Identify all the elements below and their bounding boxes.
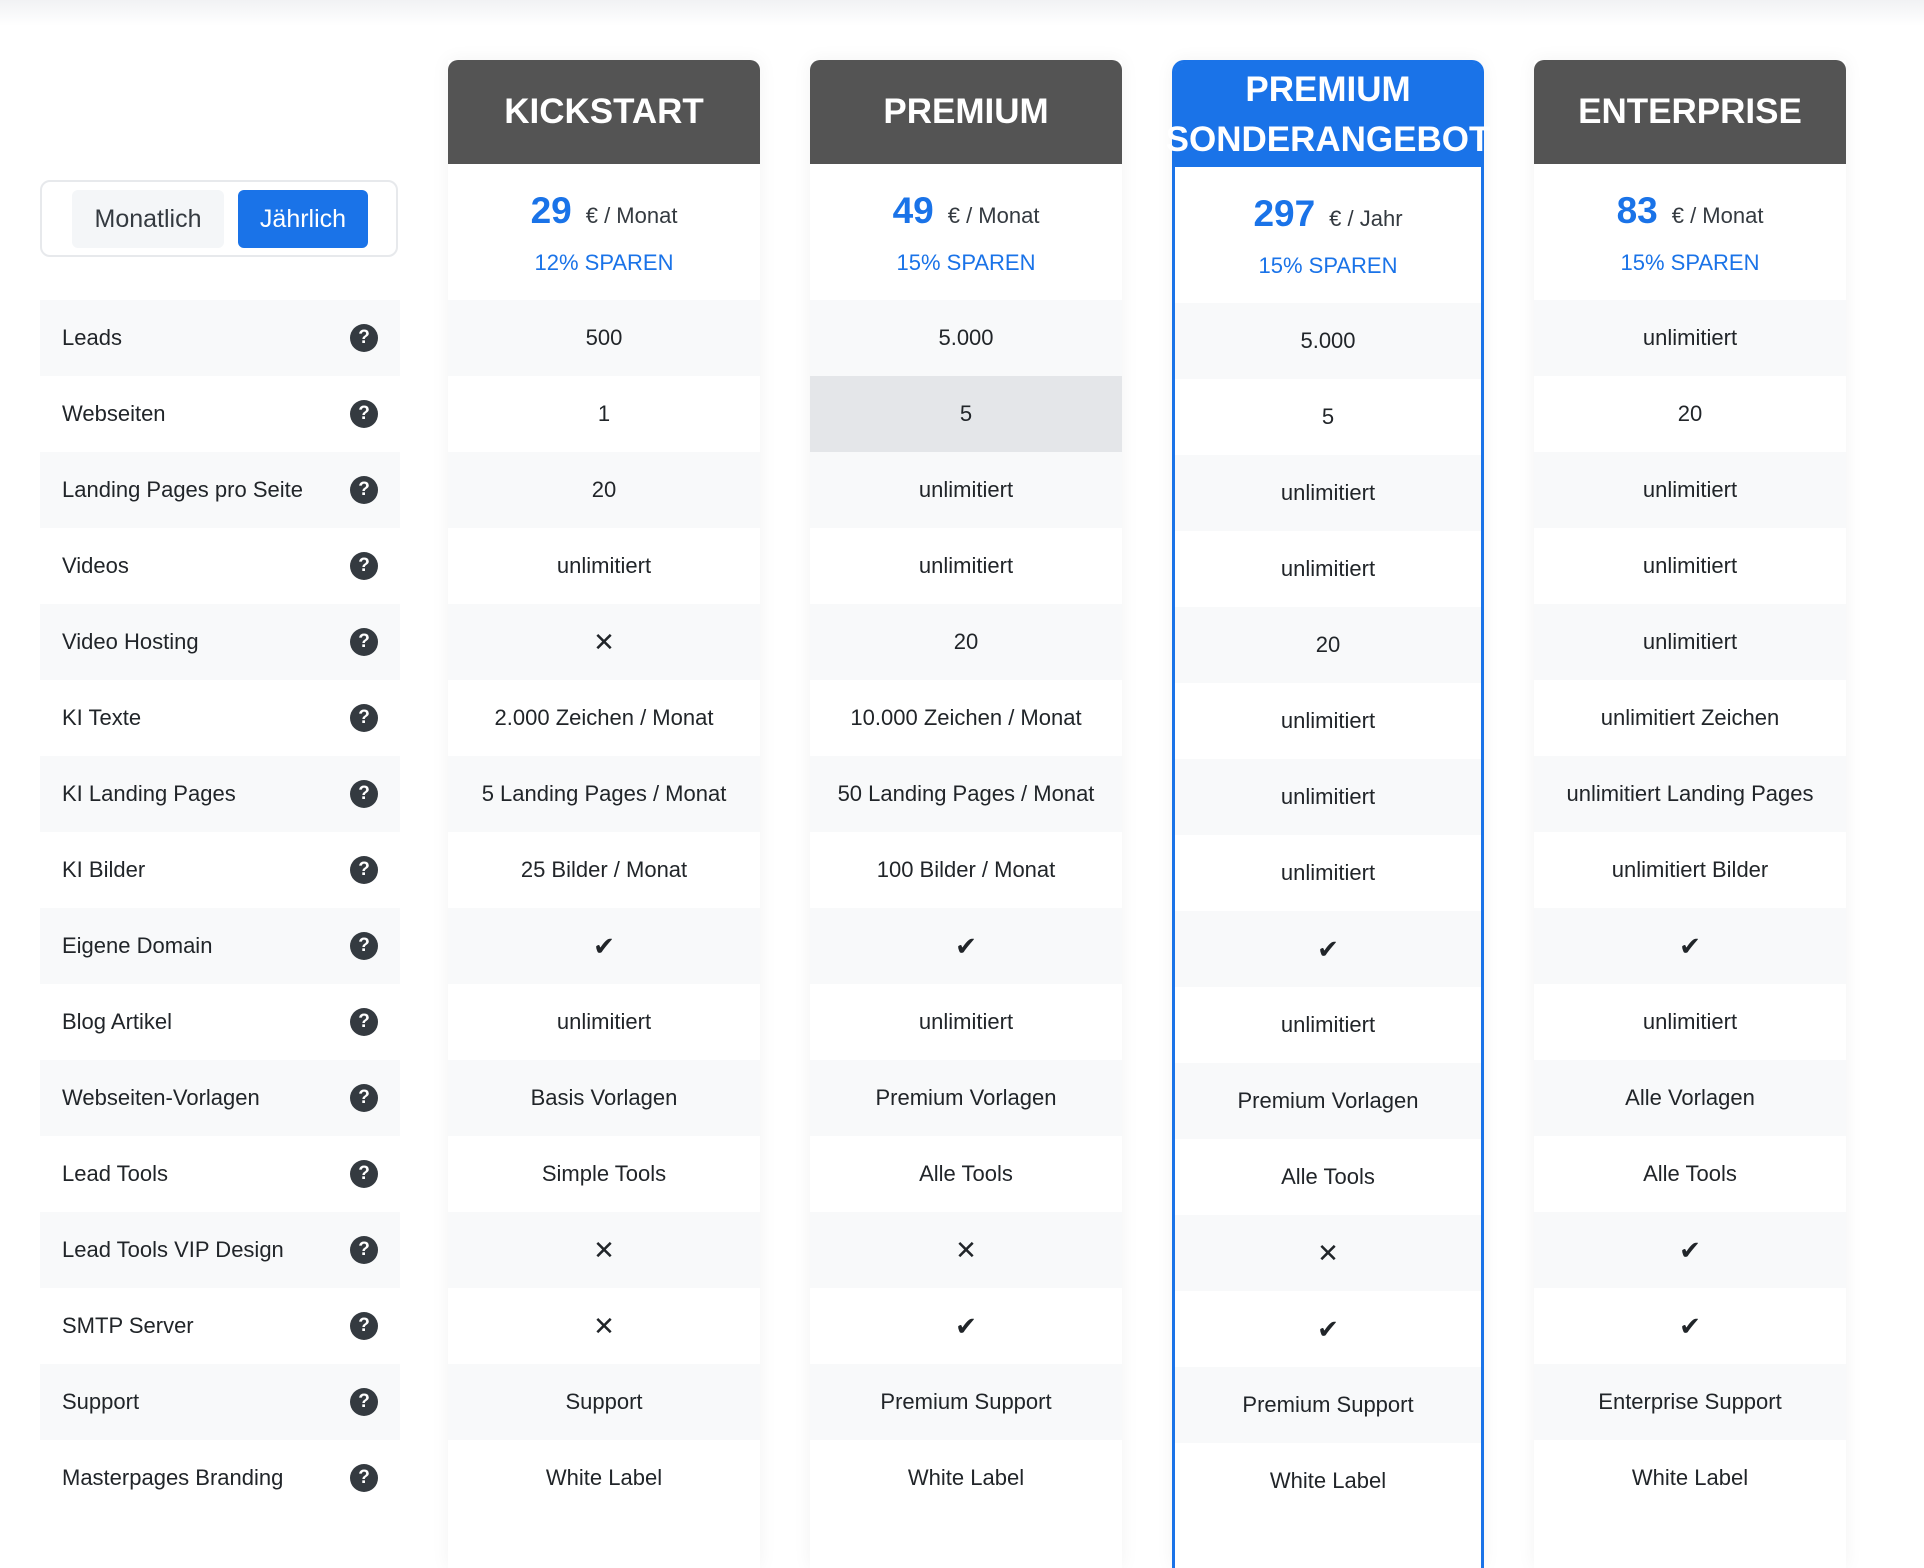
check-icon: ✔ bbox=[955, 931, 977, 961]
plan-header bbox=[1534, 60, 1846, 164]
plan-value-cell: unlimitiert bbox=[1534, 604, 1846, 680]
question-circle-icon[interactable]: ? bbox=[350, 780, 378, 808]
plan-value-cell: 100 Bilder / Monat bbox=[876, 857, 1056, 882]
billing-toggle bbox=[40, 180, 398, 257]
check-icon: ✔ bbox=[1317, 934, 1339, 964]
plan-value-cell: Enterprise Support bbox=[1534, 1364, 1846, 1440]
plan-value-cell: unlimitiert bbox=[1534, 300, 1846, 376]
question-circle-icon[interactable]: ? bbox=[350, 628, 378, 656]
savings-label: 15% SPAREN bbox=[1620, 250, 1760, 275]
question-circle-icon[interactable]: ? bbox=[350, 476, 378, 504]
feature-row bbox=[40, 1212, 400, 1288]
plan-value-cell: Premium Support bbox=[1175, 1367, 1481, 1443]
question-circle-icon[interactable]: ? bbox=[350, 1236, 378, 1264]
plan-value-cell: unlimitiert Landing Pages bbox=[1534, 756, 1846, 832]
feature-row bbox=[40, 300, 400, 376]
plan-price bbox=[1534, 164, 1846, 300]
plan-price bbox=[448, 164, 760, 300]
plan-value-cell: unlimitiert Zeichen bbox=[1600, 705, 1780, 730]
plan-values bbox=[1534, 300, 1846, 1516]
feature-row bbox=[40, 1136, 400, 1212]
plan-value-cell: unlimitiert bbox=[1280, 556, 1376, 581]
question-circle-icon[interactable]: ? bbox=[350, 932, 378, 960]
plan-value-cell: unlimitiert bbox=[556, 553, 652, 578]
check-cell bbox=[1534, 908, 1846, 984]
plan-value-cell: Simple Tools bbox=[541, 1161, 667, 1186]
plan-name: PREMIUM bbox=[1245, 70, 1411, 109]
plan-header bbox=[810, 60, 1122, 164]
plan-value-cell: 5 Landing Pages / Monat bbox=[448, 756, 760, 832]
feature-row bbox=[40, 1440, 400, 1516]
plan-value-cell: unlimitiert bbox=[1642, 1009, 1738, 1034]
feature-label: Leads bbox=[62, 325, 122, 350]
plan-value-cell: White Label bbox=[1269, 1468, 1387, 1493]
question-circle-icon[interactable]: ? bbox=[350, 1160, 378, 1188]
feature-row bbox=[40, 680, 400, 756]
price-unit: € / Monat bbox=[585, 203, 678, 228]
plan-value-cell: Support bbox=[448, 1364, 760, 1440]
check-icon: ✔ bbox=[955, 1311, 977, 1341]
cross-icon: ✕ bbox=[1317, 1238, 1339, 1268]
question-circle-icon[interactable]: ? bbox=[350, 324, 378, 352]
feature-label: SMTP Server bbox=[62, 1313, 194, 1338]
plan-column bbox=[1534, 60, 1846, 1568]
feature-list bbox=[40, 300, 400, 1516]
feature-row bbox=[40, 528, 400, 604]
plan-value-cell: 10.000 Zeichen / Monat bbox=[850, 705, 1082, 730]
feature-row bbox=[40, 376, 400, 452]
feature-label: Support bbox=[62, 1389, 140, 1414]
plan-value-cell: unlimitiert bbox=[1534, 452, 1846, 528]
plan-name: PREMIUM bbox=[883, 92, 1049, 131]
plan-value-cell: Alle Tools bbox=[919, 1161, 1013, 1186]
feature-label: KI Bilder bbox=[62, 857, 146, 882]
savings-label: 15% SPAREN bbox=[1258, 253, 1398, 278]
plan-value-cell: 20 bbox=[810, 604, 1122, 680]
check-cell bbox=[1175, 911, 1481, 987]
price-amount: 49 bbox=[892, 190, 934, 231]
cross-cell bbox=[810, 1212, 1122, 1288]
cross-cell bbox=[448, 1212, 760, 1288]
plan-value-cell: unlimitiert bbox=[556, 1009, 652, 1034]
price-unit: € / Monat bbox=[947, 203, 1040, 228]
cross-icon: ✕ bbox=[593, 1311, 615, 1341]
plan-value-cell: 20 bbox=[1677, 401, 1703, 426]
plan-value-cell: unlimitiert bbox=[918, 1009, 1014, 1034]
plan-price bbox=[1175, 167, 1481, 303]
feature-row bbox=[40, 1060, 400, 1136]
plan-value-cell: 5 bbox=[810, 376, 1122, 452]
plan-value-cell: 50 Landing Pages / Monat bbox=[810, 756, 1122, 832]
feature-row bbox=[40, 452, 400, 528]
feature-label: Webseiten bbox=[62, 401, 166, 426]
plan-values bbox=[810, 300, 1122, 1516]
plan-value-cell: unlimitiert bbox=[1280, 1012, 1376, 1037]
plan-name: SONDERANGEBOT bbox=[1165, 120, 1491, 159]
plan-price bbox=[810, 164, 1122, 300]
question-circle-icon[interactable]: ? bbox=[350, 1388, 378, 1416]
plan-value-cell: unlimitiert bbox=[810, 452, 1122, 528]
plan-value-cell: Premium Support bbox=[810, 1364, 1122, 1440]
price-amount: 83 bbox=[1616, 190, 1658, 231]
check-icon: ✔ bbox=[1679, 1311, 1701, 1341]
feature-row bbox=[40, 756, 400, 832]
plan-value-cell: unlimitiert bbox=[1175, 759, 1481, 835]
question-circle-icon[interactable]: ? bbox=[350, 1464, 378, 1492]
plan-value-cell: 1 bbox=[597, 401, 611, 426]
feature-label: KI Landing Pages bbox=[62, 781, 236, 806]
plan-header bbox=[448, 60, 760, 164]
price-unit: € / Monat bbox=[1671, 203, 1764, 228]
check-cell bbox=[810, 1288, 1122, 1364]
cross-cell bbox=[448, 1288, 760, 1364]
check-cell bbox=[1175, 1291, 1481, 1367]
feature-label: Blog Artikel bbox=[62, 1009, 173, 1034]
question-circle-icon[interactable]: ? bbox=[350, 704, 378, 732]
check-cell bbox=[1534, 1212, 1846, 1288]
plan-values bbox=[1175, 303, 1481, 1519]
plan-value-cell: 5.000 bbox=[810, 300, 1122, 376]
check-cell bbox=[448, 908, 760, 984]
plan-value-cell: unlimitiert bbox=[1642, 553, 1738, 578]
price-unit: € / Jahr bbox=[1329, 206, 1403, 231]
feature-label: Eigene Domain bbox=[62, 933, 213, 958]
check-icon: ✔ bbox=[1679, 931, 1701, 961]
plan-name: ENTERPRISE bbox=[1578, 92, 1802, 131]
monthly-option-button[interactable]: Monatlich bbox=[72, 190, 224, 248]
plan-value-cell: Premium Vorlagen bbox=[810, 1060, 1122, 1136]
question-circle-icon[interactable]: ? bbox=[350, 1312, 378, 1340]
yearly-option-button[interactable]: Jährlich bbox=[238, 190, 368, 248]
plan-header bbox=[1165, 63, 1491, 167]
plan-value-cell: 20 bbox=[448, 452, 760, 528]
cross-icon: ✕ bbox=[955, 1235, 977, 1265]
feature-row bbox=[40, 1288, 400, 1364]
plan-value-cell: 5 bbox=[1321, 404, 1335, 429]
plan-value-cell: Alle Tools bbox=[1643, 1161, 1737, 1186]
cross-cell bbox=[1175, 1215, 1481, 1291]
price-amount: 29 bbox=[530, 190, 572, 231]
plan-value-cell: White Label bbox=[1631, 1465, 1749, 1490]
plan-column bbox=[1165, 60, 1491, 1568]
cross-icon: ✕ bbox=[593, 1235, 615, 1265]
savings-label: 15% SPAREN bbox=[896, 250, 1036, 275]
feature-row bbox=[40, 984, 400, 1060]
plan-value-cell: unlimitiert bbox=[918, 553, 1014, 578]
feature-row bbox=[40, 832, 400, 908]
feature-label: Webseiten-Vorlagen bbox=[62, 1085, 260, 1110]
check-icon: ✔ bbox=[1317, 1314, 1339, 1344]
top-shadow bbox=[0, 0, 1924, 26]
plan-value-cell: Alle Vorlagen bbox=[1534, 1060, 1846, 1136]
question-circle-icon[interactable]: ? bbox=[350, 400, 378, 428]
question-circle-icon[interactable]: ? bbox=[350, 1008, 378, 1036]
savings-label: 12% SPAREN bbox=[534, 250, 674, 275]
feature-label: Videos bbox=[62, 553, 129, 578]
feature-label: Masterpages Branding bbox=[62, 1465, 284, 1490]
feature-label: Lead Tools VIP Design bbox=[62, 1237, 284, 1262]
plan-value-cell: White Label bbox=[907, 1465, 1025, 1490]
feature-label: Lead Tools bbox=[62, 1161, 169, 1186]
plan-value-cell: 2.000 Zeichen / Monat bbox=[494, 705, 714, 730]
plan-value-cell: 20 bbox=[1175, 607, 1481, 683]
plan-column bbox=[810, 60, 1122, 1568]
price-amount: 297 bbox=[1253, 193, 1316, 234]
check-cell bbox=[810, 908, 1122, 984]
question-circle-icon[interactable]: ? bbox=[350, 856, 378, 884]
feature-label: Landing Pages pro Seite bbox=[62, 477, 303, 502]
plan-value-cell: White Label bbox=[545, 1465, 663, 1490]
plan-value-cell: Basis Vorlagen bbox=[448, 1060, 760, 1136]
check-cell bbox=[1534, 1288, 1846, 1364]
plan-value-cell: unlimitiert bbox=[1280, 860, 1376, 885]
cross-icon: ✕ bbox=[593, 627, 615, 657]
cross-cell bbox=[448, 604, 760, 680]
plan-value-cell: unlimitiert bbox=[1175, 455, 1481, 531]
feature-label: Video Hosting bbox=[62, 629, 199, 654]
question-circle-icon[interactable]: ? bbox=[350, 1084, 378, 1112]
plan-value-cell: 500 bbox=[448, 300, 760, 376]
plan-value-cell: 25 Bilder / Monat bbox=[520, 857, 688, 882]
feature-row bbox=[40, 908, 400, 984]
plan-value-cell: 5.000 bbox=[1175, 303, 1481, 379]
plan-name: KICKSTART bbox=[504, 92, 704, 131]
feature-row bbox=[40, 604, 400, 680]
plan-value-cell: Alle Tools bbox=[1281, 1164, 1375, 1189]
plan-column bbox=[448, 60, 760, 1568]
check-icon: ✔ bbox=[593, 931, 615, 961]
feature-label: KI Texte bbox=[62, 705, 142, 730]
plan-value-cell: unlimitiert Bilder bbox=[1611, 857, 1769, 882]
feature-row bbox=[40, 1364, 400, 1440]
question-circle-icon[interactable]: ? bbox=[350, 552, 378, 580]
plan-values bbox=[448, 300, 760, 1516]
plan-value-cell: unlimitiert bbox=[1280, 708, 1376, 733]
check-icon: ✔ bbox=[1679, 1235, 1701, 1265]
plan-value-cell: Premium Vorlagen bbox=[1175, 1063, 1481, 1139]
